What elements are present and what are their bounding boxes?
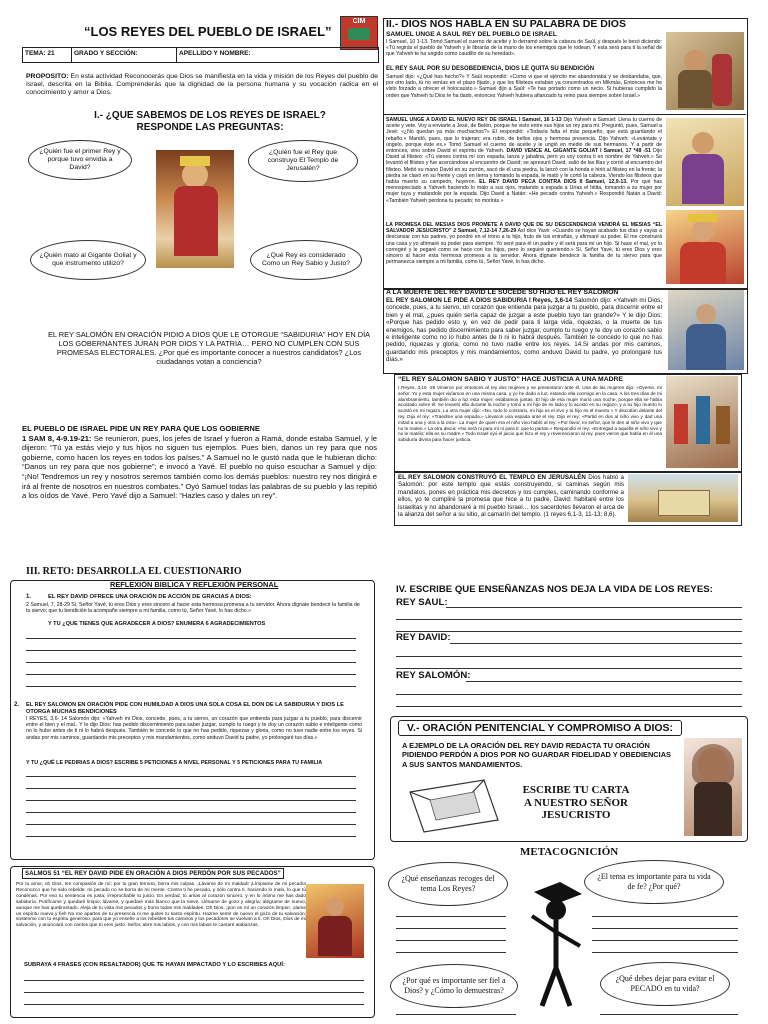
temple-image [628, 474, 738, 522]
proposito [26, 73, 378, 97]
david-harp-image [666, 118, 744, 206]
saul-anointing-image [666, 32, 744, 110]
salmo-text: Por tu amor, oh Dios, ten compasión de mí; por tu gran ternura, borra mis culpas. ¡Lávame de mi maldad! ¡Límpiame de mi pecado! Reconozco que he sido rebelde; mi pecado no se borra de mi mente. Contra ti he pecado, y sólo contra ti, haciendo lo malo, lo que tú condenas. Por eso tu sentencia es justa; irreprochable tu juicio. En verdad, tú amas al corazón sincero, y en lo íntimo me has dado sabiduría. Purifícame y quedaré limpio; lávame, y quedaré más blanco que la nieve. Lléname de gozo y alegría; alégrame de nuevo, aunque me has quebrantado. Aleja de tu vista mis pecados y borra todas mis maldades. Oh Dios, ¡pon en mí un corazón limpio!, ¡dame un espíritu nuevo y fiel! No me apartes de tu presencia ni me quites tu santo espíritu. Hazme sentir de nuevo el gozo de tu salvación; sostenme con tu espíritu generoso, para que yo enseñe a los rebeldes tus caminos y los pecadores se vuelvan a ti. Oh Dios, Dios de mi salvación, y anunciará con cantos que tú eres justo. Señor, abre mis labios, y con mis labios te cantaré alabanzas. [16, 882, 306, 929]
peca-title: EL REY DAVID PECA CONTRA DIOS II Samuel, 12,9-13. [479, 179, 628, 186]
r2-title: EL REY SALOMON EN ORACIÓN PIDE CON HUMILDAD A DIOS UNA SOLA COSA EL DON DE LA SABIDURIA Y DIOS LE OTORGA MUCHAS BENDICIONES [26, 702, 344, 715]
r1-num: 1. [26, 594, 32, 600]
sabiduria-block [386, 297, 662, 364]
saul-title: SAMUEL UNGE A SAUL REY DEL PUEBLO DE ISRAEL [386, 31, 557, 38]
girl-praying-image [684, 738, 742, 836]
solomon-prayer-image [668, 290, 744, 370]
pueblo-text: Se reunieron, pues, los jefes de Israel y fueron a Ramá, donde estaba Samuel, y le dijeron: “Tú ya estás viejo y tus hijos no siguen tus ejemplos. Pues bien, danos un rey para que nos gobierne, como hacen los reyes en todos los países.” A Samuel no le gustó nada que le hubieran dicho: “Danos un rey para que nos gobierne”; e invocó a Yavé. El pueblo no quiso escuchar a Samuel y dijo: “¡No! Tendremos un rey y nosotros seremos también como los demás pueblos: nuestro rey nos dirigirá e irá al frente de nosotros en nuestros combates.” Oyó Samuel todas las palabras de su pueblo y las repitió a los oídos de Yavé. Pero Yavé dijo a Samuel: “Hazles caso y dales un rey”. [22, 433, 377, 501]
saul-text: I Samuel, 10 1-13. Tomó Samuel el cuerno de aceite y lo derramó sobre la cabeza de Saúl, y después le besó diciendo: «Tú regirás el pueblo de Yahveh y le librarás de la mano de los enemigos que le rodean. Y esta será para ti la señal de que Yahveh te ha ungido como caudillo de su heredad». [386, 39, 662, 58]
salomon-section-title: A LA MUERTE DEL REY DAVID LE SUCEDE SU HIJO EL REY SALOMÓN [386, 289, 619, 296]
r1-question: Y TU ¿QUE TIENES QUE AGRADECER A DIOS? ENUMERA 6 AGRADECIMIENTOS [48, 621, 266, 627]
king-solomon-image [156, 150, 234, 268]
r1-text: 2 Samuel, 7, 28-29 Sí, Señor Yavé, tú eres Dios y eres sincero al hacer esta hermosa promesa a tu servidor. Ahora dígnate bendecir la familia de tu siervo; que tu bendición la acompañe siempre a mi familia, como tú, Señor Yavé, lo has dicho.» [26, 602, 360, 615]
r1-title: EL REY DAVID OFRECE UNA ORACIÓN DE ACCIÓN DE GRACIAS A DIOS: [48, 594, 252, 600]
proposito-text: En esta actividad Reconocerás que Dios se manifiesta en la vida y misión de los Reyes del pueblo de Israel, descrita en la Biblia. Comprenderás que la dignidad de la persona humana y su vocación radica en el conocimiento y amor a Dios. [26, 73, 378, 96]
david-title: SAMUEL UNGE A DAVID EL NUEVO REY DE ISRAEL I Samuel, 16 1-13 [386, 117, 562, 123]
peca-text: Por qué has menospreciado a Yahveh haciendo lo malo a sus ojos, matando a espada a Urías el hitita, tomando a su mujer por mujer tuya y matándole por la espada. Dijo David a Natán: «He pecado contra Yahveh.» Respondió Natán a David: «También Yahveh perdona tu pecado; no morirás.» [386, 179, 662, 204]
pueblo-ref: 1 SAM 8, 4-9.19-21: [22, 433, 92, 443]
meta-cloud-3: ¿Por qué es importante ser fiel a Dios? y ¿Cómo lo demuestras? [390, 964, 518, 1008]
carta-text: ESCRIBE TU CARTA A NUESTRO SEÑOR JESUCRISTO [522, 784, 630, 821]
sabiduria-title: EL REY SALOMON LE PIDE A DIOS SABIDURIA I Reyes, 3,6-14 [386, 297, 573, 304]
templo-text: Dios habló a Salomón: por este templo que estás construyendo, si caminas según mis mandatos, pones en práctica mis decretos y los cumples, caminando conforme a ellos, yo te cumpliré la promesa que hice a tu padre, David: habitaré entre los israelitas y no abandonaré a mi pueblo Israel… los sacerdotes llevaron el arca de la alianza del señor a su sitio, al camarín del templo. (1 reyes 6,1-3, 11-13; 8,6). [398, 474, 624, 519]
section5-text: A EJEMPLO DE LA ORACIÓN DEL REY DAVID REDACTA TU ORACIÓN PIDIENDO PERDÓN A DIOS POR NO GUARDAR FIDELIDAD Y OBEDIENCIAS A SUS SANTOS MANDAMIENTOS. [402, 741, 671, 769]
sabiduria-text: Salomón dijo: «Yahveh mi Dios, concede, pues, a tu siervo, un corazón que entienda para juzgar a tu pueblo, para discernir entre el bien y el mal, ¿pues quién sería capaz de juzgar a este pueblo tuyo tan grande?» Y le dijo Dios: «Porque has pedido esto y, en vez de pedir para ti larga vida, riquezas, o la muerte de tus enemigos, has pedido discernimiento para saber juzgar, cumplo tu ruego y te doy un corazón sabio e inteligente como no lo hubo antes de ti ni lo habrá después. También te concedo lo que no has pedido, riquezas y gloria, como no tuvo nadie entre los reyes. 14.Si andas por mis caminos, guardando mis preceptos y mis mandamientos, como anduvo David tu padre, yo prolongaré tus días.» [386, 297, 662, 364]
salmo-question: SUBRAYA 4 FRASES (CON RESALTADOR) QUE TE HAYAN IMPACTADO Y LO ESCRIBES AQUÍ: [24, 962, 285, 968]
envelope-icon [404, 776, 504, 834]
rey-david-label: REY DAVID: [396, 632, 451, 643]
rey-saul-label: REY SAUL: [396, 597, 448, 608]
section4-title: IV. ESCRIBE QUE ENSEÑANZAS NOS DEJA LA VIDA DE LOS REYES: [396, 584, 713, 595]
r2-question: Y TU ¿QUÉ LE PEDIRIAS A DIOS? ESCRIBE 5 PETICIONES A NIVEL PERSONAL Y 5 PETICIONES PARA TU FAMILIA [26, 760, 323, 766]
meta-cloud-2: ¿El tema es importante para tu vida de fe? ¿Por qué? [584, 860, 724, 904]
promesa-title: LA PROMESA DEL MESIAS DIOS PROMETE A DAVID QUE DE SU DESCENDENCIA VENDRÁ EL MESIAS “EL SALVADOR JESUCRISTO” 2 Samuel, 7,12-14 7,26-29 [386, 222, 662, 235]
question-cloud-2: ¿Quién fue el Rey que construyo El Templo de Jerusalén? [248, 140, 358, 182]
salmo-title: SALMOS 51 “EL REY DAVID PIDE EN ORACIÓN A DIOS PERDÓN POR SUS PECADOS” [22, 868, 284, 879]
school-logo [340, 16, 378, 50]
section5-title: V.- ORACIÓN PENITENCIAL Y COMPROMISO A DIOS: [398, 720, 682, 736]
section1-title: I.- ¿QUE SABEMOS DE LOS REYES DE ISRAEL? RESPONDE LAS PREGUNTAS: [94, 110, 326, 133]
david-block [386, 117, 662, 204]
david-prayer-image [306, 884, 364, 958]
apellido-field[interactable]: APELLIDO Y NOMBRE: [179, 50, 251, 57]
meta-cloud-1: ¿Qué enseñanzas recoges del tema Los Reyes? [388, 862, 508, 906]
saul2-text: Samuel dijo: «¿Qué has hecho?» Y Saúl respondió: «Como vi que el ejército me abandonaba y se desbandaba, que, por otro lado, tú no venías en el plazo fijado, y que los filisteos estaban ya concentrados en Mikmás, Entonces me he visto forzado a ofrecer el holocausto.» Samuel dijo a Saúl: «Te has portado como un necio. Si hubieras cumplido la orden que Yahveh tu Dios te ha dado, entonces Yahveh hubiera afianzado tu reino para siempre sobre Israel.» [386, 74, 662, 99]
templo-title: EL REY SALOMON CONSTRUYÓ EL TEMPLO EN JERUSALÉN [398, 474, 586, 481]
logo-text: CIM [352, 18, 366, 25]
david-text: Dijo Yahveh a Samuel: Llena tu cuerno de aceite y vete. Voy a enviarte a Jesé, de Belén, porque he visto entre sus hijos un rey para mí. Preguntó, pues, Samuel a Jesé: «¿No quedan ya más muchachos?» El respondió: «Todavía falta el más pequeño, que está guardando el rebaño.» Mandó, pues, que lo trajeran; era rubio, de bellos ojos y hermosa presencia. Dijo Yahveh: «Levántate y úngelo, porque éste es.» Tomó Samuel el cuerno de aceite y le ungió en medio de sus hermanos. Y a partir de entonces, vino sobre David el espíritu de Yahveh. [386, 117, 662, 155]
student-info-row [22, 47, 379, 63]
pueblo-title: EL PUEBLO DE ISRAEL PIDE UN REY PARA QUE LOS GOBIERNE [22, 424, 260, 433]
judgment-image [666, 376, 738, 468]
pueblo-block [22, 424, 377, 501]
meta-cloud-4: ¿Qué debes dejar para evitar el PECADO en tu vida? [600, 962, 730, 1006]
question-cloud-1: ¿Quién fue el primer Rey y porque tuvo envidia a David? [28, 140, 132, 180]
question-cloud-4: ¿Qué Rey es considerado Como un Rey Sabio y Justo? [250, 240, 362, 280]
proposito-label: PROPOSITO: [26, 73, 69, 80]
reflexion-title: REFLEXIÓN BIBLICA Y REFLEXIÓN PERSONAL [110, 580, 279, 589]
r2-num: 2. [14, 702, 20, 708]
justicia-title: “EL REY SALOMON SABIO Y JUSTO” HACE JUSTICIA A UNA MADRE [398, 376, 623, 383]
david-king-image [666, 210, 744, 284]
promesa-block [386, 222, 662, 265]
templo-block [398, 474, 624, 518]
page-title: “LOS REYES DEL PUEBLO DE ISRAEL” [84, 24, 332, 39]
tema-label: TEMA: 21 [23, 48, 72, 62]
graduate-figure-icon [520, 872, 590, 1012]
rey-salomon-label: REY SALOMÓN: [396, 670, 471, 681]
meta-title: METACOGNICIÓN [520, 846, 619, 858]
section3-title: III. RETO: DESARROLLA EL CUESTIONARIO [26, 566, 242, 577]
salomon-paragraph: EL REY SALOMÓN EN ORACIÓN PIDIO A DIOS QUE LE OTORGUE “SABIDURIA” HOY EN DÍA LOS GOBERNANTES JURAN POR DIOS Y LA PATRIA… PERO NO CUMPLEN CON SUS PROMESAS ELECTORALES. ¿Por qué es importante conocer a nuestros candidatos? ¿Los ciudadanos votan a conciencia? [47, 330, 371, 366]
goliat-title: DAVID VENCE AL GIGANTE GOLIAT I Samuel, 17 *48 -51 [506, 148, 651, 155]
justicia-text: I Reyes, 3,16 -28 Vinieron por entonces al rey dos mujeres y se presentaron ante él. Una de las mujeres dijo: «Óyeme, mi señor. Yo y esta mujer vivíamos en una misma casa, y yo he dado a luz, estando ella conmigo en la casa. A los tres días de mi alumbramiento, también dio a luz esta mujer; estábamos juntas. El hijo de esa mujer murió una noche, porque ella se había acostado sobre él. Se levantó ella durante la noche y tomó a mi hijo de mi lado y lo acostó en su regazo, y a su hijo muerto lo acostó en mi regazo. La otra mujer dijo: «No, todo lo contrario, mi hijo es el vivo y tu hijo es el muerto.» Y discutían delante del rey. Dijo el rey: «Traedme una espada.» Llevaron una espada ante el rey. Dijo el rey: «Partid en dos al niño vivo y dad una mitad a una y otra a la otra». La mujer de quien era el niño vivo habló al rey: «Por favor, mi señor, que le den al niño vivo y que no le maten.» La otra decía: «No será ni para mí ni para ti: que lo partan.» Respondió el rey: «Entregad a aquélla el niño vivo y no le matéis; ella es su madre.» Todo Israel oyó el juicio que hizo el rey y reverenciaron al rey, pues vieron que había en él una sabiduría divina para hacer justicia. [398, 385, 662, 443]
saul2-title: EL REY SAUL POR SU DESOBEDIENCIA, DIOS LE QUITA SU BENDICIÓN [386, 66, 595, 72]
r2-text: I REYES, 3,6- 14 Salomón dijo: «Yahveh mi Dios, concede, pues, a tu siervo, un corazón que entienda para juzgar a tu pueblo, para discernir entre el bien y el mal.. Y le dijo Dios: has pedido discernimiento para saber juzgar, cumplo tu ruego y te doy un corazón sabio e inteligente como no lo hubo antes de ti ni lo habrá después. También te concedo lo que no has pedido, riquezas y gloria, como no tuvo nadie entre los reyes. Si andas por mis caminos, guardando mis preceptos y mis mandamientos, como anduvo David tu padre, yo prolongaré tus días.» [26, 716, 362, 741]
section2-title: II.- DIOS NOS HABLA EN SU PALABRA DE DIOS [386, 18, 626, 30]
goliat-text: Dijo David al filisteo: «Tú vienes contra mí con espada, lanza y jabalina, pero yo voy contra ti en nombre de Yahveh.» Se levantó el filisteo y fue acercándose al encuentro de David; se apresuró David, salió de las filas y corrió al encuentro del filisteo. Metió su mano David en su zurrón, sacó de él una piedra, la lanzó con la honda e hirió al filisteo en la frente; la piedra se clavó en su frente y cayó en tierra y tomando la espada, le mató y le cortó la cabeza. Viendo los filisteos que había muerto su campeón, huyeron. [386, 148, 662, 186]
question-cloud-3: ¿Quién mato al Gigante Goliat y que instrumento utilizo? [30, 240, 146, 280]
promesa-text: Así dice Yavé: «Cuando se hayan acabado tus días y vayas a descansar con tus padres, yo pondré en el trono a tu hijo, fruto de tus entrañas, y afirmaré su poder. Él me construirá una casa y yo afirmaré su poder para siempre. Yo seré para él un padre y él será para mí un hijo. Si hace el mal, yo lo corregiré y le pegaré como se hace con los hijos, pero lo seguiré queriendo.» Sí, Señor Yavé, tú eres Dios y eres sincero al hacer esta hermosa promesa a tu servidor. Ahora dígnate bendecir la familia de tu siervo para que permanezca siempre a mi familia, como tú, Señor Yavé, lo has dicho. [386, 228, 662, 266]
grado-field[interactable]: GRADO Y SECCIÓN: [72, 48, 177, 62]
